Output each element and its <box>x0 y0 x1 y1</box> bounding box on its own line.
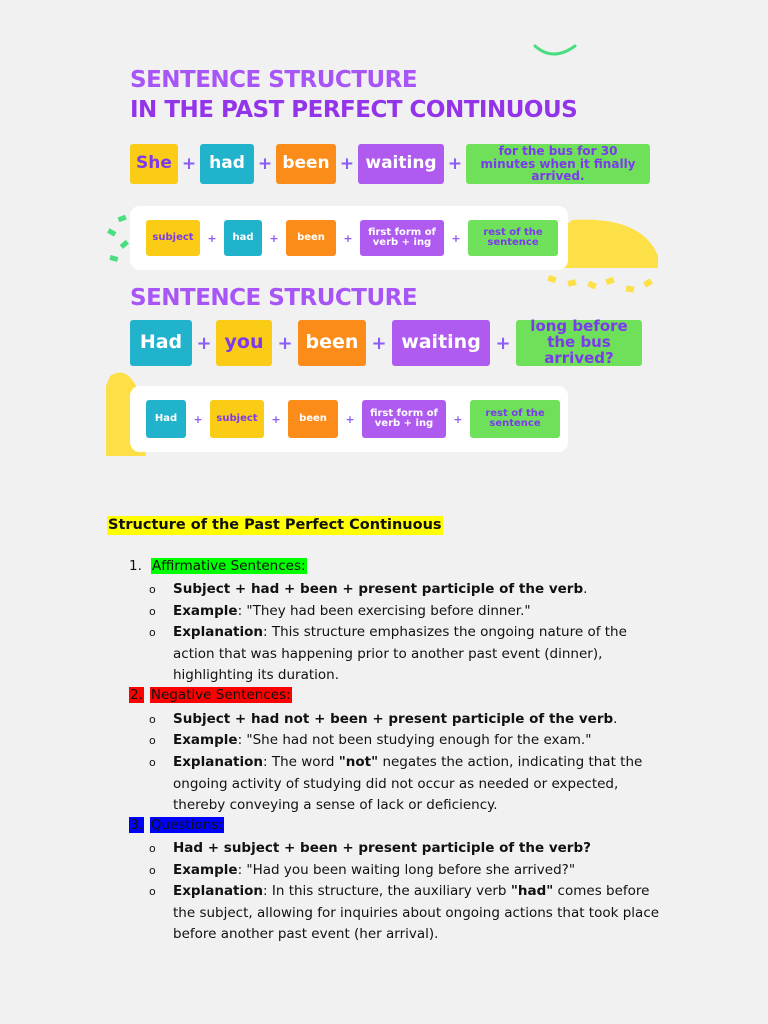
list-item-questions <box>129 817 224 833</box>
list-item-affirmative <box>129 558 307 574</box>
pattern-box-had: Had <box>146 400 186 438</box>
bullet-icon: o <box>149 734 156 747</box>
word-box-rest-of-sentence: for the bus for 30 minutes when it finally arrived. <box>466 144 650 184</box>
example-sentence-row-1 <box>130 144 650 184</box>
example-label: Example <box>173 732 238 748</box>
explanation-text: : This structure emphasizes the ongoing nature of the action that was happening prior to another past event (dinner), highlighting its duration. <box>173 624 627 684</box>
word-box-been: been <box>276 144 336 184</box>
sub-item-formula <box>149 579 663 601</box>
list-number: 2. <box>130 687 143 703</box>
formula-text: Subject + had + been + present participle of the verb <box>173 581 584 597</box>
plus-sign: + <box>453 412 463 426</box>
word-box-been: been <box>298 320 366 366</box>
sentence-structure-infographic <box>106 40 662 460</box>
section-heading-negative: Negative Sentences: <box>150 687 291 703</box>
document-body <box>107 514 667 943</box>
example-sentence-row-2 <box>130 317 642 367</box>
example-label: Example <box>173 603 238 619</box>
pattern-box-verb-ing: first form of verb + ing <box>362 400 446 438</box>
bullet-icon: o <box>149 756 156 769</box>
example-text: : "She had not been studying enough for the exam." <box>237 732 592 748</box>
pattern-card-1 <box>130 206 568 270</box>
sub-item-example <box>149 601 663 623</box>
infographic-title-line1: SENTENCE STRUCTURE <box>130 67 418 93</box>
formula-tail: . <box>583 581 588 597</box>
plus-sign: + <box>207 231 217 245</box>
word-box-you: you <box>216 320 272 366</box>
explanation-keyword: "not" <box>338 754 379 770</box>
word-box-had: Had <box>130 320 192 366</box>
pattern-box-had: had <box>224 220 262 256</box>
bullet-icon: o <box>149 583 156 596</box>
bullet-icon: o <box>149 864 156 877</box>
document-title: Structure of the Past Perfect Continuous <box>108 517 442 533</box>
plus-sign: + <box>181 154 197 174</box>
word-box-waiting: waiting <box>392 320 490 366</box>
plus-sign: + <box>193 412 203 426</box>
pattern-box-been: been <box>288 400 338 438</box>
bullet-icon: o <box>149 713 156 726</box>
list-number: 3. <box>130 817 143 833</box>
section-heading-affirmative: Affirmative Sentences: <box>152 558 306 574</box>
plus-sign: + <box>495 332 511 354</box>
pattern-box-subject: subject <box>146 220 200 256</box>
bullet-icon: o <box>149 842 156 855</box>
sub-item-example <box>149 860 663 882</box>
plus-sign: + <box>343 231 353 245</box>
word-box-she: She <box>130 144 178 184</box>
formula-tail: . <box>613 711 618 727</box>
explanation-keyword: "had" <box>510 883 554 899</box>
bullet-icon: o <box>149 605 156 618</box>
infographic-title-2: SENTENCE STRUCTURE <box>130 285 418 311</box>
bullet-icon: o <box>149 626 156 639</box>
word-box-rest-of-question: long before the bus arrived? <box>516 320 642 366</box>
explanation-label: Explanation <box>173 754 264 770</box>
pattern-box-been: been <box>286 220 336 256</box>
plus-sign: + <box>196 332 212 354</box>
formula-text: Subject + had not + been + present participle of the verb <box>173 711 614 727</box>
sub-item-explanation <box>149 622 663 687</box>
formula-text: Had + subject + been + present participle of the verb? <box>173 840 591 856</box>
list-item-negative <box>129 687 292 703</box>
example-label: Example <box>173 862 238 878</box>
explanation-text-post: comes before the subject, allowing for inquiries about ongoing actions that took place before another past event (her arrival). <box>173 883 660 943</box>
pattern-box-rest: rest of the sentence <box>468 220 558 256</box>
sub-item-explanation <box>149 881 663 946</box>
plus-sign: + <box>451 231 461 245</box>
example-text: : "Had you been waiting long before she arrived?" <box>237 862 576 878</box>
pattern-card-2 <box>130 386 568 452</box>
pattern-box-verb-ing: first form of verb + ing <box>360 220 444 256</box>
sub-item-formula <box>149 838 663 860</box>
plus-sign: + <box>269 231 279 245</box>
section-heading-questions: Questions: <box>150 817 223 833</box>
explanation-label: Explanation <box>173 624 264 640</box>
pattern-box-subject: subject <box>210 400 264 438</box>
plus-sign: + <box>371 332 387 354</box>
explanation-text-pre: : In this structure, the auxiliary verb <box>263 883 511 899</box>
list-number: 1. <box>129 558 142 574</box>
plus-sign: + <box>277 332 293 354</box>
sub-item-example <box>149 730 663 752</box>
sub-item-formula <box>149 709 663 731</box>
plus-sign: + <box>271 412 281 426</box>
plus-sign: + <box>339 154 355 174</box>
example-text: : "They had been exercising before dinner." <box>237 603 531 619</box>
sub-item-explanation <box>149 752 663 817</box>
pattern-box-rest: rest of the sentence <box>470 400 560 438</box>
explanation-text-post: negates the action, indicating that the ongoing activity of studying did not occur as needed or expected, thereby conveying a sense of lack or deficiency. <box>173 754 643 814</box>
explanation-text-pre: : The word <box>263 754 339 770</box>
explanation-label: Explanation <box>173 883 264 899</box>
plus-sign: + <box>345 412 355 426</box>
green-squiggle-decoration <box>531 40 581 64</box>
plus-sign: + <box>447 154 463 174</box>
infographic-title-line2: IN THE PAST PERFECT CONTINUOUS <box>130 97 578 123</box>
word-box-waiting: waiting <box>358 144 444 184</box>
plus-sign: + <box>257 154 273 174</box>
bullet-icon: o <box>149 885 156 898</box>
word-box-had: had <box>200 144 254 184</box>
